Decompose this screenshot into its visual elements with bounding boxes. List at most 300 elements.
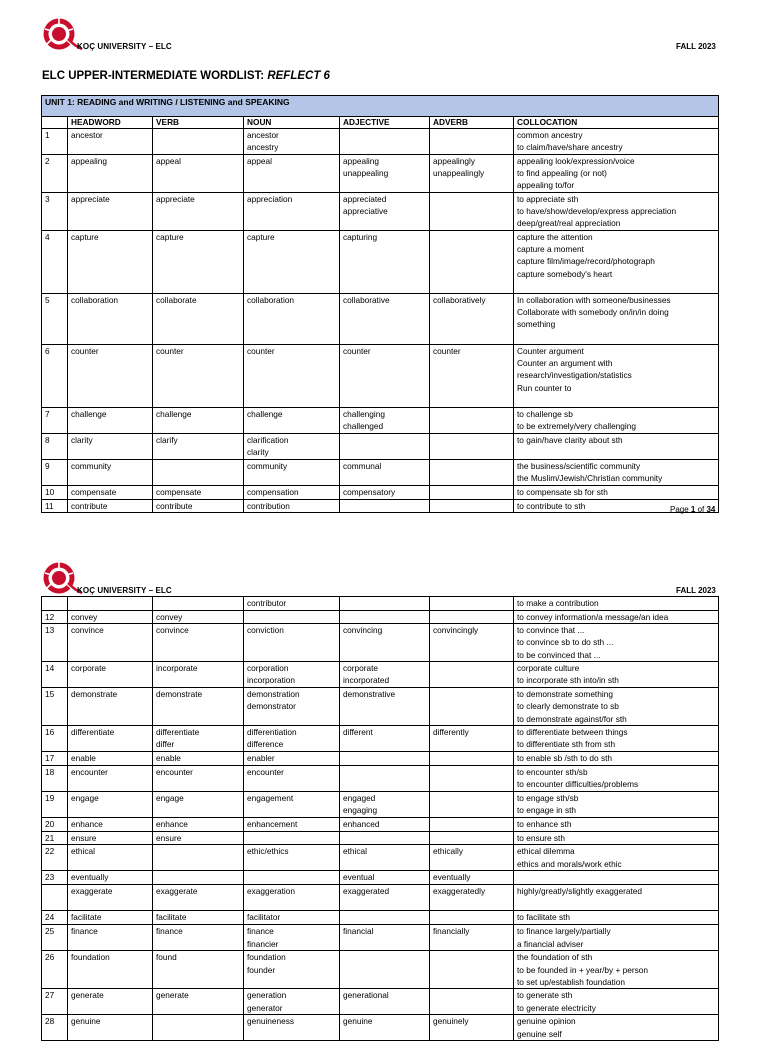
cell-line: exaggerate <box>71 886 113 897</box>
cell-line: capture somebody's heart <box>517 268 613 279</box>
cell-line: eventual <box>343 872 375 883</box>
university-name: KOÇ UNIVERSITY – ELC <box>77 586 172 595</box>
cell-line: difference <box>247 739 284 750</box>
cell-verb <box>153 818 244 832</box>
cell-line: Collaborate with somebody on/in/in doing <box>517 307 669 318</box>
cell-headword <box>68 792 153 818</box>
cell-line: appreciation <box>247 194 293 204</box>
cell-verb <box>153 500 244 513</box>
cell-verb <box>153 911 244 925</box>
cell-verb <box>153 726 244 752</box>
cell-line: highly/greatly/slightly exaggerated <box>517 886 642 897</box>
cell-noun <box>244 911 340 925</box>
cell-adverb <box>430 989 514 1015</box>
cell-line: the business/scientific community <box>517 461 641 471</box>
cell-line: enable <box>71 753 96 764</box>
cell-headword <box>68 925 153 951</box>
cell-collocation <box>514 845 719 871</box>
cell-line: to ensure sth <box>517 833 565 844</box>
cell-line: clarity <box>71 435 93 445</box>
cell-line: collaboration <box>71 295 119 305</box>
cell-adverb <box>430 345 514 408</box>
cell-adverb <box>430 434 514 460</box>
cell-headword <box>68 1015 153 1041</box>
cell-line: demonstrative <box>343 689 396 700</box>
cell-line: 26 <box>45 952 55 963</box>
cell-adverb <box>430 925 514 951</box>
cell-line: 10 <box>45 487 55 497</box>
cell-collocation <box>514 911 719 925</box>
cell-line: challenging <box>343 409 385 419</box>
cell-line: 2 <box>45 156 50 166</box>
cell-line: appealingly <box>433 156 475 166</box>
cell-line: appreciated <box>343 194 387 204</box>
table-row <box>42 752 719 766</box>
cell-line: capture <box>156 232 184 242</box>
cell-adjective <box>340 500 430 513</box>
footer-page-label: Page <box>670 505 691 514</box>
cell-adjective <box>340 766 430 792</box>
cell-num <box>42 1015 68 1041</box>
column-header-noun: NOUN <box>244 117 340 129</box>
cell-line: financier <box>247 938 279 949</box>
cell-line: encounter <box>71 767 108 778</box>
cell-verb <box>153 624 244 662</box>
cell-num <box>42 486 68 500</box>
cell-adverb <box>430 294 514 345</box>
cell-num <box>42 911 68 925</box>
cell-adverb <box>430 766 514 792</box>
cell-noun <box>244 688 340 726</box>
cell-line: genuine opinion <box>517 1016 576 1027</box>
table-row <box>42 611 719 624</box>
cell-verb <box>153 662 244 688</box>
cell-line: Counter argument <box>517 346 584 356</box>
cell-num <box>42 951 68 989</box>
cell-line: differently <box>433 727 469 738</box>
table-row <box>42 408 719 434</box>
cell-num <box>42 611 68 624</box>
cell-line: contributor <box>247 598 287 608</box>
table-row <box>42 345 719 408</box>
cell-line: capture <box>247 232 275 242</box>
cell-noun <box>244 193 340 231</box>
cell-line: clarification <box>247 435 289 445</box>
cell-line: Counter an argument with <box>517 358 613 369</box>
cell-collocation <box>514 611 719 624</box>
cell-adverb <box>430 871 514 885</box>
cell-collocation <box>514 832 719 845</box>
cell-line: demonstration <box>247 689 300 700</box>
cell-num <box>42 832 68 845</box>
cell-line: ancestry <box>247 142 279 153</box>
cell-line: 22 <box>45 846 55 857</box>
table-row <box>42 989 719 1015</box>
cell-line: appreciate <box>156 194 195 204</box>
cell-line: capture a moment <box>517 244 584 255</box>
cell-verb <box>153 792 244 818</box>
cell-adverb <box>430 885 514 911</box>
cell-line: to differentiate sth from sth <box>517 739 616 750</box>
cell-line: 3 <box>45 194 50 204</box>
column-header-verb: VERB <box>153 117 244 129</box>
cell-num <box>42 925 68 951</box>
cell-collocation <box>514 766 719 792</box>
cell-noun <box>244 845 340 871</box>
cell-adverb <box>430 688 514 726</box>
cell-line: ethical dilemma <box>517 846 575 857</box>
cell-line: convey <box>156 612 183 622</box>
cell-collocation <box>514 597 719 611</box>
cell-noun <box>244 486 340 500</box>
cell-verb <box>153 155 244 193</box>
cell-noun <box>244 871 340 885</box>
cell-line: appealing look/expression/voice <box>517 156 635 166</box>
cell-adjective <box>340 345 430 408</box>
cell-collocation <box>514 792 719 818</box>
cell-num <box>42 792 68 818</box>
cell-adjective <box>340 911 430 925</box>
cell-line: common ancestry <box>517 130 583 140</box>
cell-adjective <box>340 792 430 818</box>
cell-line: capture <box>71 232 99 242</box>
cell-line: incorporated <box>343 675 390 686</box>
table-row <box>42 845 719 871</box>
cell-line: to finance largely/partially <box>517 926 611 937</box>
cell-adverb <box>430 911 514 925</box>
cell-line: to claim/have/share ancestry <box>517 142 623 153</box>
footer-of: of <box>695 505 707 514</box>
cell-line: foundation <box>71 952 110 963</box>
cell-line: finance <box>71 926 98 937</box>
cell-noun <box>244 925 340 951</box>
cell-line: communal <box>343 461 382 471</box>
cell-line: genuine <box>71 1016 101 1027</box>
cell-adjective <box>340 294 430 345</box>
cell-line: to engage in sth <box>517 805 577 816</box>
cell-line: to make a contribution <box>517 598 599 608</box>
cell-num <box>42 871 68 885</box>
university-name: KOÇ UNIVERSITY – ELC <box>77 42 172 51</box>
cell-line: different <box>343 727 373 738</box>
cell-line: exaggeration <box>247 886 295 897</box>
cell-noun <box>244 597 340 611</box>
cell-adverb <box>430 832 514 845</box>
cell-headword <box>68 752 153 766</box>
table-row <box>42 911 719 925</box>
cell-line: to incorporate sth into/in sth <box>517 675 619 686</box>
cell-line: 11 <box>45 501 54 511</box>
cell-noun <box>244 294 340 345</box>
title-main: ELC UPPER-INTERMEDIATE WORDLIST: <box>42 70 268 82</box>
cell-adjective <box>340 871 430 885</box>
cell-line: 12 <box>45 612 55 622</box>
cell-headword <box>68 408 153 434</box>
cell-line: enable <box>156 753 181 764</box>
cell-line: ancestor <box>71 130 103 140</box>
cell-line: to enable sb /sth to do sth <box>517 753 613 764</box>
cell-line: convincing <box>343 625 383 636</box>
cell-line: capturing <box>343 232 378 242</box>
cell-line: counter <box>247 346 275 356</box>
cell-collocation <box>514 688 719 726</box>
cell-headword <box>68 989 153 1015</box>
cell-num <box>42 597 68 611</box>
cell-line: clarity <box>247 447 269 458</box>
cell-line: to encounter difficulties/problems <box>517 779 639 790</box>
cell-verb <box>153 193 244 231</box>
cell-line: differ <box>156 739 175 750</box>
cell-adverb <box>430 486 514 500</box>
cell-noun <box>244 460 340 486</box>
cell-line: counter <box>156 346 184 356</box>
footer-current-page: 1 <box>690 505 696 514</box>
cell-headword <box>68 434 153 460</box>
cell-line: corporate <box>71 663 107 674</box>
column-header-adverb: ADVERB <box>430 117 514 129</box>
cell-line: 19 <box>45 793 55 804</box>
cell-line: to gain/have clarity about sth <box>517 435 623 445</box>
cell-noun <box>244 500 340 513</box>
cell-collocation <box>514 624 719 662</box>
cell-line: contribute <box>156 501 193 511</box>
wordlist-table-page-1 <box>41 95 719 513</box>
cell-line: ethics and morals/work ethic <box>517 858 622 869</box>
cell-line: 17 <box>45 753 55 764</box>
cell-line: appealing <box>71 156 107 166</box>
cell-verb <box>153 925 244 951</box>
cell-line: eventually <box>433 872 471 883</box>
cell-line: 24 <box>45 912 55 923</box>
cell-adjective <box>340 624 430 662</box>
cell-line: facilitate <box>156 912 187 923</box>
cell-line: community <box>247 461 288 471</box>
cell-headword <box>68 624 153 662</box>
cell-line: ethic/ethics <box>247 846 289 857</box>
cell-num <box>42 885 68 911</box>
document-page-2 <box>0 555 768 1039</box>
cell-line: generate <box>71 990 104 1001</box>
cell-collocation <box>514 460 719 486</box>
cell-line: to compensate sb for sth <box>517 487 608 497</box>
cell-line: compensatory <box>343 487 396 497</box>
cell-line: unappealing <box>343 168 389 179</box>
cell-line: the foundation of sth <box>517 952 593 963</box>
column-header-num <box>42 117 68 129</box>
cell-line: genuinely <box>433 1016 469 1027</box>
cell-num <box>42 129 68 155</box>
cell-headword <box>68 611 153 624</box>
cell-noun <box>244 1015 340 1041</box>
cell-num <box>42 726 68 752</box>
cell-line: clarify <box>156 435 178 445</box>
cell-adjective <box>340 726 430 752</box>
cell-line: to appreciate sth <box>517 194 579 204</box>
cell-collocation <box>514 951 719 989</box>
cell-line: ensure <box>156 833 182 844</box>
cell-line: genuine <box>343 1016 373 1027</box>
cell-noun <box>244 792 340 818</box>
cell-adjective <box>340 231 430 294</box>
cell-line: 25 <box>45 926 55 937</box>
cell-line: ethically <box>433 846 463 857</box>
table-row <box>42 925 719 951</box>
cell-headword <box>68 726 153 752</box>
cell-line: incorporate <box>156 663 198 674</box>
table-row <box>42 688 719 726</box>
cell-line: convey <box>71 612 98 622</box>
cell-headword <box>68 231 153 294</box>
cell-adjective <box>340 752 430 766</box>
table-row <box>42 155 719 193</box>
cell-num <box>42 989 68 1015</box>
cell-line: 18 <box>45 767 55 778</box>
cell-num <box>42 345 68 408</box>
column-header-headword: HEADWORD <box>68 117 153 129</box>
cell-line: enhance <box>71 819 103 830</box>
cell-line: convincingly <box>433 625 479 636</box>
cell-verb <box>153 845 244 871</box>
cell-adverb <box>430 611 514 624</box>
cell-line: 8 <box>45 435 50 445</box>
cell-num <box>42 818 68 832</box>
cell-noun <box>244 434 340 460</box>
cell-verb <box>153 688 244 726</box>
cell-line: to convey information/a message/an idea <box>517 612 669 622</box>
cell-collocation <box>514 726 719 752</box>
cell-headword <box>68 345 153 408</box>
cell-line: challenge <box>156 409 192 419</box>
cell-line: convince <box>156 625 189 636</box>
cell-line: 9 <box>45 461 50 471</box>
cell-headword <box>68 766 153 792</box>
page-footer <box>670 505 715 514</box>
cell-adjective <box>340 486 430 500</box>
cell-num <box>42 434 68 460</box>
cell-adverb <box>430 129 514 155</box>
cell-line: conviction <box>247 625 284 636</box>
cell-line: contribute <box>71 501 108 511</box>
table-row <box>42 832 719 845</box>
cell-line: engagement <box>247 793 294 804</box>
cell-line: to be founded in + year/by + person <box>517 964 649 975</box>
cell-line: appealing <box>343 156 379 166</box>
cell-headword <box>68 845 153 871</box>
cell-line: encounter <box>156 767 193 778</box>
cell-line: something <box>517 319 556 330</box>
cell-num <box>42 845 68 871</box>
cell-line: facilitator <box>247 912 281 923</box>
cell-num <box>42 624 68 662</box>
cell-noun <box>244 885 340 911</box>
cell-verb <box>153 989 244 1015</box>
cell-line: 1 <box>45 130 50 140</box>
cell-line: appeal <box>247 156 272 166</box>
cell-line: 4 <box>45 232 50 242</box>
table-row <box>42 726 719 752</box>
cell-line: to convince that ... <box>517 625 585 636</box>
cell-adverb <box>430 231 514 294</box>
cell-adjective <box>340 193 430 231</box>
cell-verb <box>153 1015 244 1041</box>
cell-verb <box>153 408 244 434</box>
cell-verb <box>153 951 244 989</box>
cell-line: collaboratively <box>433 295 486 305</box>
cell-line: to demonstrate something <box>517 689 613 700</box>
cell-line: generator <box>247 1002 283 1013</box>
cell-collocation <box>514 885 719 911</box>
cell-noun <box>244 752 340 766</box>
cell-noun <box>244 408 340 434</box>
cell-collocation <box>514 486 719 500</box>
cell-adverb <box>430 155 514 193</box>
cell-num <box>42 460 68 486</box>
cell-collocation <box>514 818 719 832</box>
cell-line: challenge <box>71 409 107 419</box>
table-row <box>42 1015 719 1041</box>
cell-verb <box>153 231 244 294</box>
cell-verb <box>153 345 244 408</box>
cell-num <box>42 408 68 434</box>
cell-adverb <box>430 597 514 611</box>
cell-num <box>42 155 68 193</box>
cell-verb <box>153 611 244 624</box>
cell-line: enhanced <box>343 819 380 830</box>
cell-verb <box>153 832 244 845</box>
cell-adjective <box>340 611 430 624</box>
cell-line: engage <box>71 793 99 804</box>
cell-line: to differentiate between things <box>517 727 628 738</box>
cell-headword <box>68 951 153 989</box>
cell-noun <box>244 951 340 989</box>
cell-collocation <box>514 294 719 345</box>
cell-line: financially <box>433 926 470 937</box>
cell-line: compensate <box>71 487 117 497</box>
cell-headword <box>68 911 153 925</box>
cell-line: differentiation <box>247 727 297 738</box>
cell-noun <box>244 989 340 1015</box>
cell-num <box>42 294 68 345</box>
cell-headword <box>68 597 153 611</box>
page-title <box>42 70 330 82</box>
cell-line: demonstrate <box>71 689 118 700</box>
cell-line: finance <box>247 926 274 937</box>
cell-verb <box>153 434 244 460</box>
cell-line: genuineness <box>247 1016 295 1027</box>
cell-line: foundation <box>247 952 286 963</box>
cell-adverb <box>430 818 514 832</box>
cell-line: differentiate <box>156 727 200 738</box>
cell-adjective <box>340 832 430 845</box>
cell-line: eventually <box>71 872 109 883</box>
cell-noun <box>244 832 340 845</box>
cell-adjective <box>340 597 430 611</box>
cell-line: 21 <box>45 833 55 844</box>
cell-line: compensation <box>247 487 299 497</box>
cell-collocation <box>514 752 719 766</box>
footer-total-pages: 34 <box>706 505 716 514</box>
cell-noun <box>244 155 340 193</box>
cell-num <box>42 752 68 766</box>
cell-adverb <box>430 845 514 871</box>
cell-adverb <box>430 726 514 752</box>
cell-verb <box>153 871 244 885</box>
cell-verb <box>153 766 244 792</box>
cell-line: to convince sb to do sth ... <box>517 637 614 648</box>
cell-line: demonstrator <box>247 701 296 712</box>
cell-line: exaggerated <box>343 886 390 897</box>
cell-collocation <box>514 989 719 1015</box>
